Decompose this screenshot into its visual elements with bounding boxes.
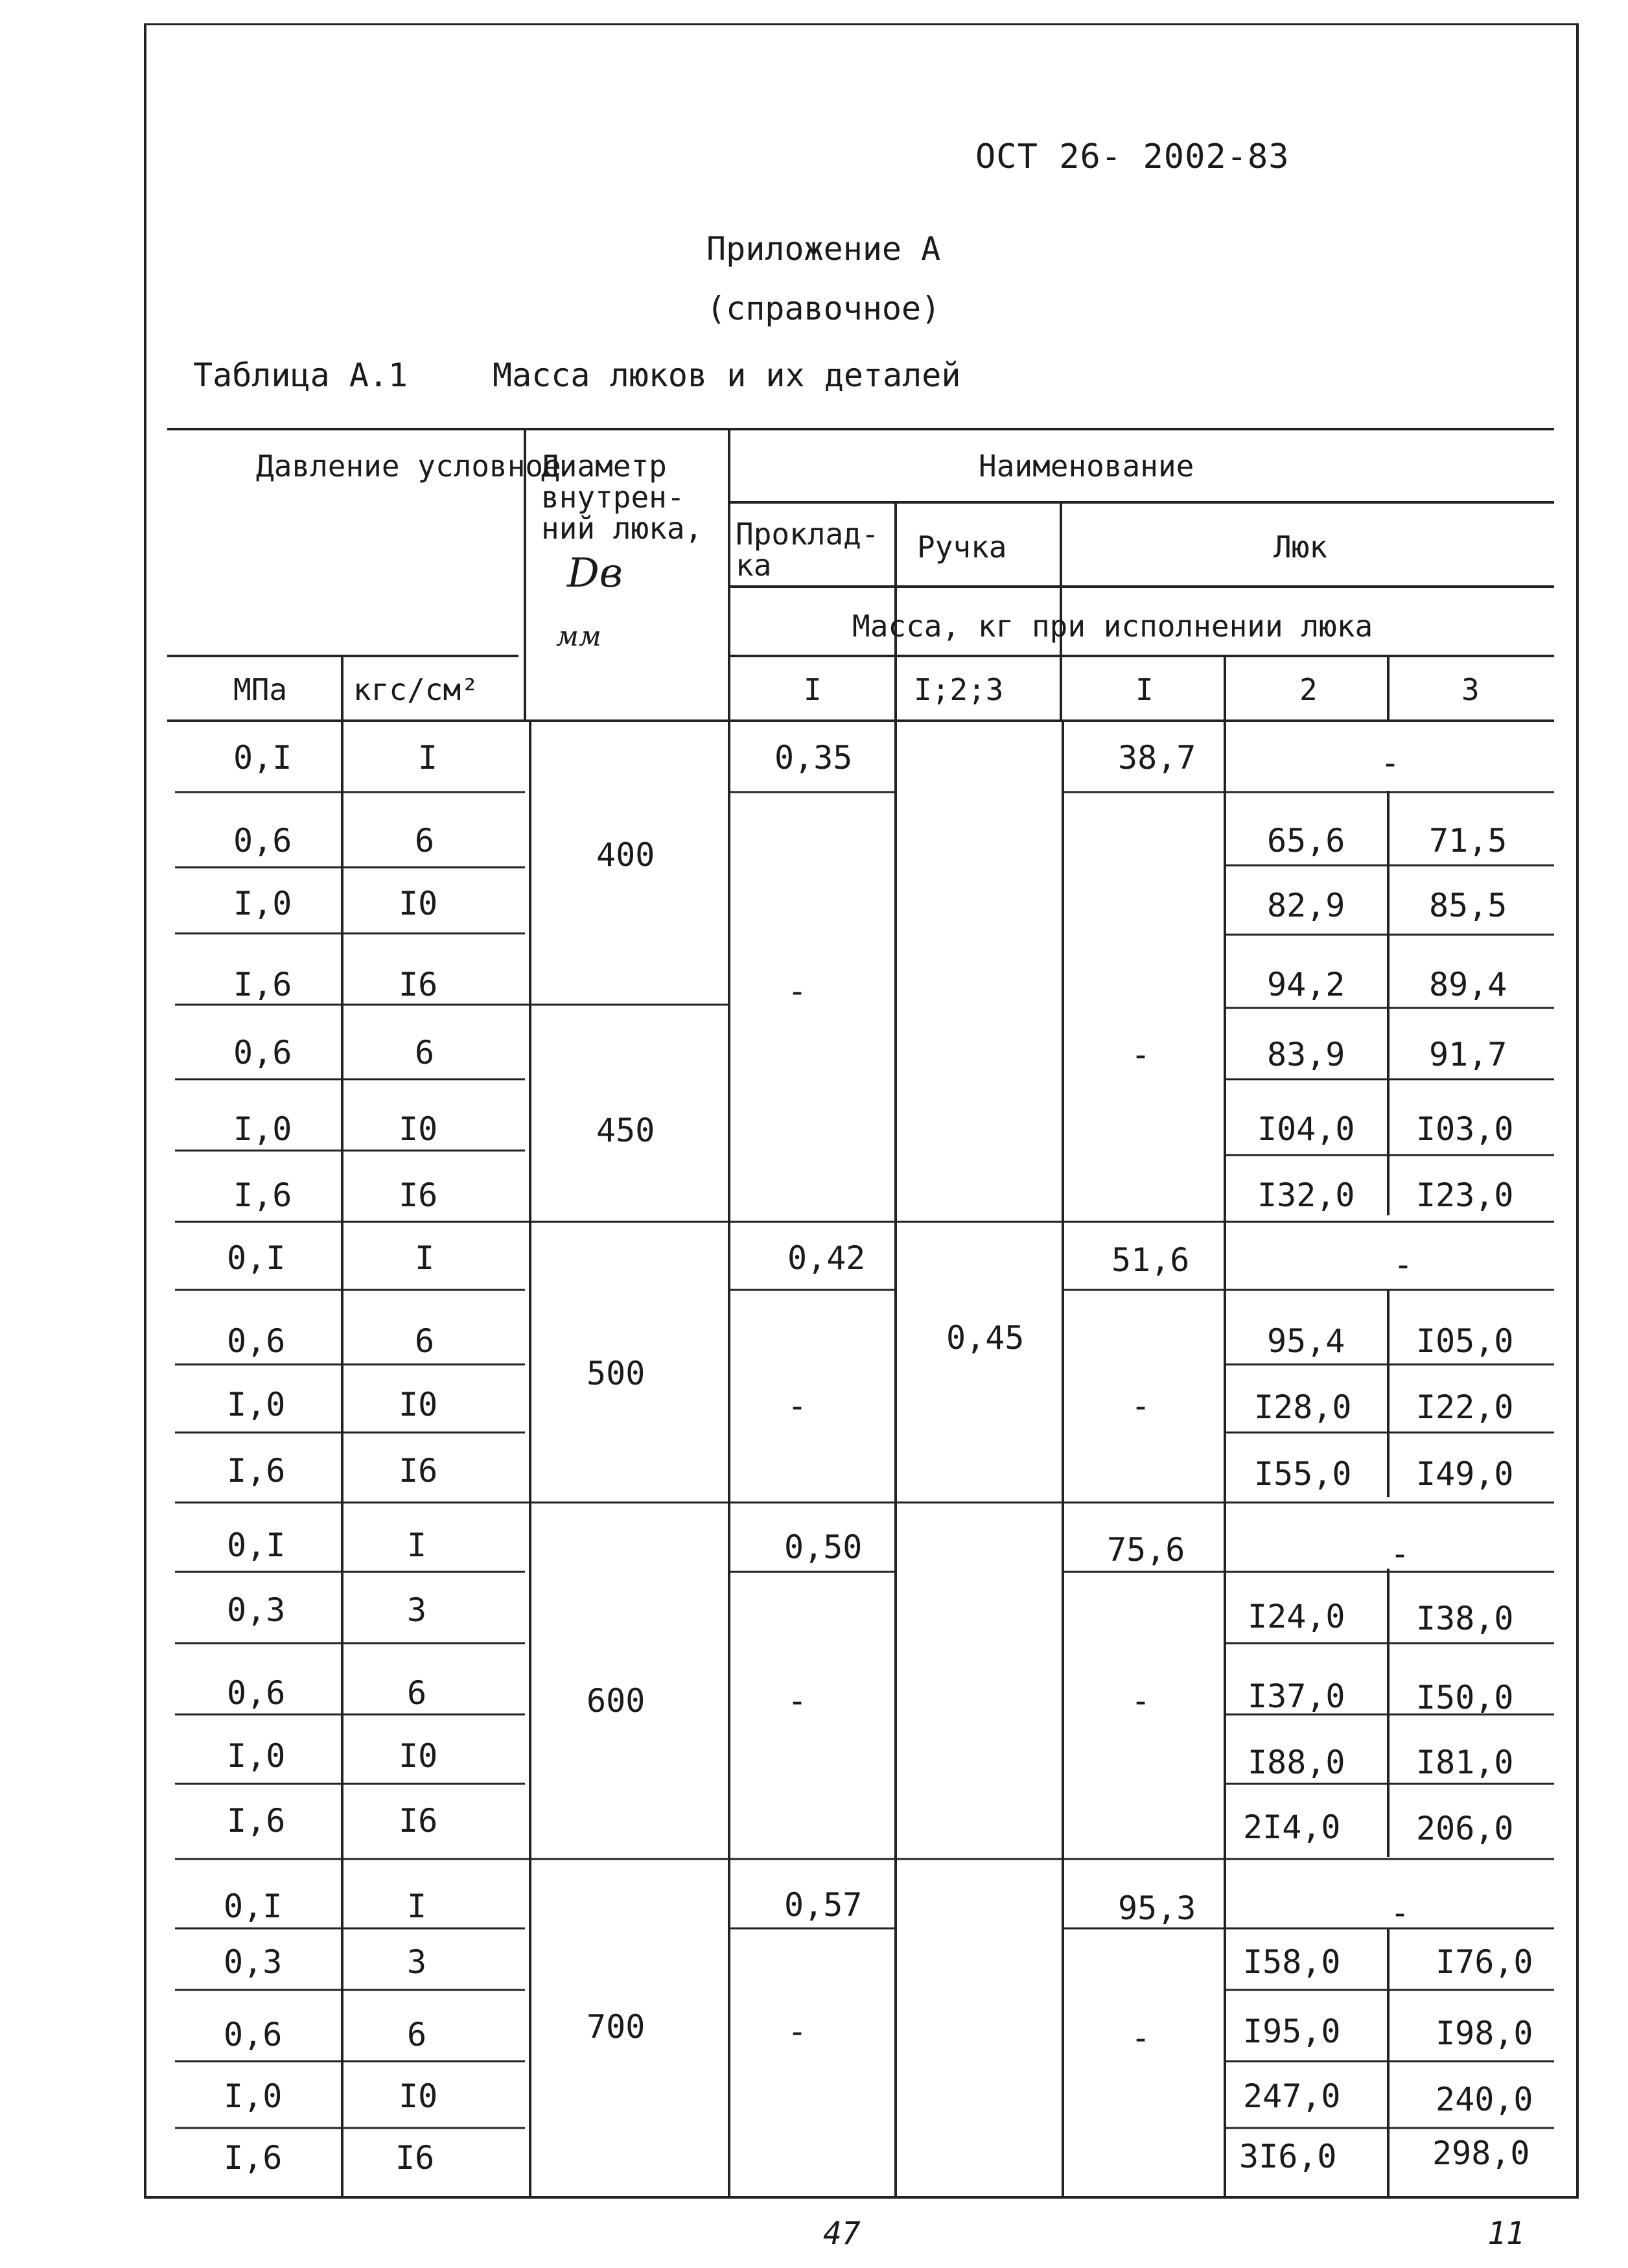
table-cell: I (407, 1526, 427, 1564)
col-gasket-header: Проклад- ка (736, 517, 879, 583)
table-cell: I (407, 1888, 427, 1925)
table-cell: 89,4 (1429, 966, 1507, 1003)
table-cell: 3 (407, 1591, 427, 1629)
table-cell: 0,I (227, 1239, 286, 1277)
table-cell: 2I4,0 (1243, 1808, 1341, 1846)
table-cell: 247,0 (1243, 2077, 1341, 2115)
col-diameter-header: Диаметр внутрен- ний люка, (541, 449, 703, 546)
diameter-700: 700 (587, 2008, 645, 2046)
table-cell: 85,5 (1429, 887, 1507, 924)
table-cell: I88,0 (1248, 1744, 1345, 1781)
table-cell: I (418, 739, 438, 777)
table-cell: 94,2 (1267, 966, 1345, 1003)
table-cell: I32,0 (1257, 1176, 1355, 1214)
table-cell: I,6 (227, 1452, 286, 1490)
table-cell: 75,6 (1107, 1531, 1185, 1569)
table-cell: I24,0 (1248, 1598, 1345, 1635)
table-cell: I,0 (227, 1386, 286, 1423)
table-cell: 6 (407, 2016, 427, 2053)
table-cell: I6 (399, 1452, 438, 1490)
table-cell: I,6 (233, 1176, 292, 1214)
table-cell: 206,0 (1416, 1810, 1514, 1847)
table-title: Масса люков и их деталей (493, 357, 961, 394)
table-cell: I76,0 (1436, 1943, 1533, 1981)
table-cell: 3I6,0 (1239, 2138, 1337, 2175)
table-cell: I23,0 (1416, 1176, 1514, 1214)
table-cell: I,6 (227, 1802, 286, 1840)
table-cell: 0,3 (224, 1943, 283, 1981)
table-cell: I0 (399, 2077, 438, 2115)
table-cell: I6 (399, 966, 438, 1003)
table-row: 0,I (233, 739, 292, 777)
table-cell: 298,0 (1432, 2134, 1530, 2172)
table-cell: 38,7 (1118, 739, 1196, 777)
table-cell: - (1390, 1894, 1410, 1932)
hatch1-dash: - (1131, 1387, 1151, 1425)
table-cell: 82,9 (1267, 887, 1345, 924)
table-cell: I49,0 (1416, 1455, 1514, 1493)
hatch1-dash: - (1131, 2019, 1151, 2057)
table-cell: 71,5 (1429, 822, 1507, 859)
table-cell: 51,6 (1111, 1241, 1190, 1279)
table-cell: I50,0 (1416, 1679, 1514, 1716)
table-cell: I58,0 (1243, 1943, 1341, 1981)
gasket-dash: - (787, 972, 808, 1010)
col-hatch-header: Люк (1273, 530, 1328, 565)
table-cell: 0,50 (784, 1528, 863, 1566)
document-code: ОСТ 26- 2002-83 (975, 137, 1290, 176)
table-cell: I37,0 (1248, 1678, 1345, 1715)
table-cell: I,0 (233, 1110, 292, 1148)
hatch1-dash: - (1131, 1682, 1151, 1720)
col-name-header: Наименование (979, 449, 1194, 484)
table-cell: 240,0 (1436, 2081, 1533, 2118)
diameter-500: 500 (587, 1355, 645, 1392)
exec-gasket: I (804, 672, 822, 707)
table-cell: I81,0 (1416, 1744, 1514, 1781)
col-kgf-header: кгс/см² (353, 672, 479, 707)
table-cell: 83,9 (1267, 1036, 1345, 1073)
table-cell: 0,6 (227, 1322, 286, 1360)
gasket-dash: - (787, 1682, 808, 1720)
table-cell: 0,I (227, 1526, 286, 1564)
table-cell: 0,6 (233, 822, 292, 859)
table-cell: 91,7 (1429, 1036, 1507, 1073)
table-cell: 6 (415, 1034, 435, 1071)
table-cell: I28,0 (1254, 1388, 1352, 1426)
table-cell: I6 (399, 1802, 438, 1840)
table-cell: I0 (399, 1737, 438, 1775)
hatch1-dash: - (1131, 1036, 1151, 1073)
table-cell: 0,6 (224, 2016, 283, 2053)
gasket-dash: - (787, 1387, 808, 1425)
table-cell: - (1380, 744, 1401, 782)
table-cell: I6 (395, 2139, 435, 2177)
handle-mass: 0,45 (946, 1319, 1025, 1357)
table-cell: 0,3 (227, 1591, 286, 1629)
appendix-note: (справочное) (706, 290, 941, 327)
table-cell: I,6 (224, 2139, 283, 2177)
table-cell: 6 (415, 1322, 435, 1360)
diameter-400: 400 (596, 836, 655, 874)
exec-hatch-3: 3 (1461, 672, 1480, 707)
exec-handle: I;2;3 (914, 672, 1004, 707)
table-cell: I22,0 (1416, 1388, 1514, 1426)
table-cell: I0 (399, 885, 438, 922)
table-cell: I55,0 (1254, 1455, 1352, 1493)
table-cell: I,0 (233, 885, 292, 922)
col-diameter-unit: мм (556, 620, 601, 652)
page-number-right: 11 (1487, 2215, 1525, 2252)
table-cell: 95,4 (1267, 1322, 1345, 1360)
page-number-left: 47 (823, 2215, 861, 2252)
table-cell: 0,42 (787, 1239, 866, 1277)
table-cell: I (415, 1239, 435, 1277)
table-cell: 0,35 (774, 739, 853, 777)
table-cell: I03,0 (1416, 1110, 1514, 1148)
table-cell: - (1393, 1246, 1413, 1283)
gasket-dash: - (787, 2013, 808, 2050)
col-pressure-header: Давление условное (256, 449, 561, 484)
table-cell: 0,6 (227, 1674, 286, 1712)
table-cell: I0 (399, 1110, 438, 1148)
table-cell: I,6 (233, 966, 292, 1003)
table-cell: I0 (399, 1386, 438, 1423)
table-cell: 65,6 (1267, 822, 1345, 859)
table-cell: I95,0 (1243, 2013, 1341, 2050)
table-cell: 6 (407, 1674, 427, 1712)
col-mass-header: Масса, кг при исполнении люка (852, 609, 1373, 644)
table-label: Таблица А.1 (193, 357, 408, 394)
table-cell: I6 (399, 1176, 438, 1214)
table-cell: 6 (415, 822, 435, 859)
table-cell: I04,0 (1257, 1110, 1355, 1148)
table-cell: 3 (407, 1943, 427, 1981)
table-cell: 0,6 (233, 1034, 292, 1071)
table-cell: - (1390, 1535, 1410, 1572)
table-cell: I98,0 (1436, 2015, 1533, 2052)
table-cell: 0,I (224, 1888, 283, 1925)
col-mpa-header: МПа (233, 672, 288, 707)
table-cell: I05,0 (1416, 1322, 1514, 1360)
table-cell: 0,57 (784, 1886, 863, 1924)
table-cell: I,0 (227, 1737, 286, 1775)
col-diameter-symbol: Dв (567, 549, 623, 596)
col-handle-header: Ручка (917, 530, 1007, 565)
diameter-600: 600 (587, 1682, 645, 1720)
exec-hatch-2: 2 (1299, 672, 1318, 707)
diameter-450: 450 (596, 1112, 655, 1149)
table-cell: I38,0 (1416, 1600, 1514, 1637)
exec-hatch-1: I (1135, 672, 1154, 707)
table-cell: 95,3 (1118, 1889, 1196, 1927)
appendix-title: Приложение А (706, 230, 941, 268)
table-cell: I,0 (224, 2077, 283, 2115)
